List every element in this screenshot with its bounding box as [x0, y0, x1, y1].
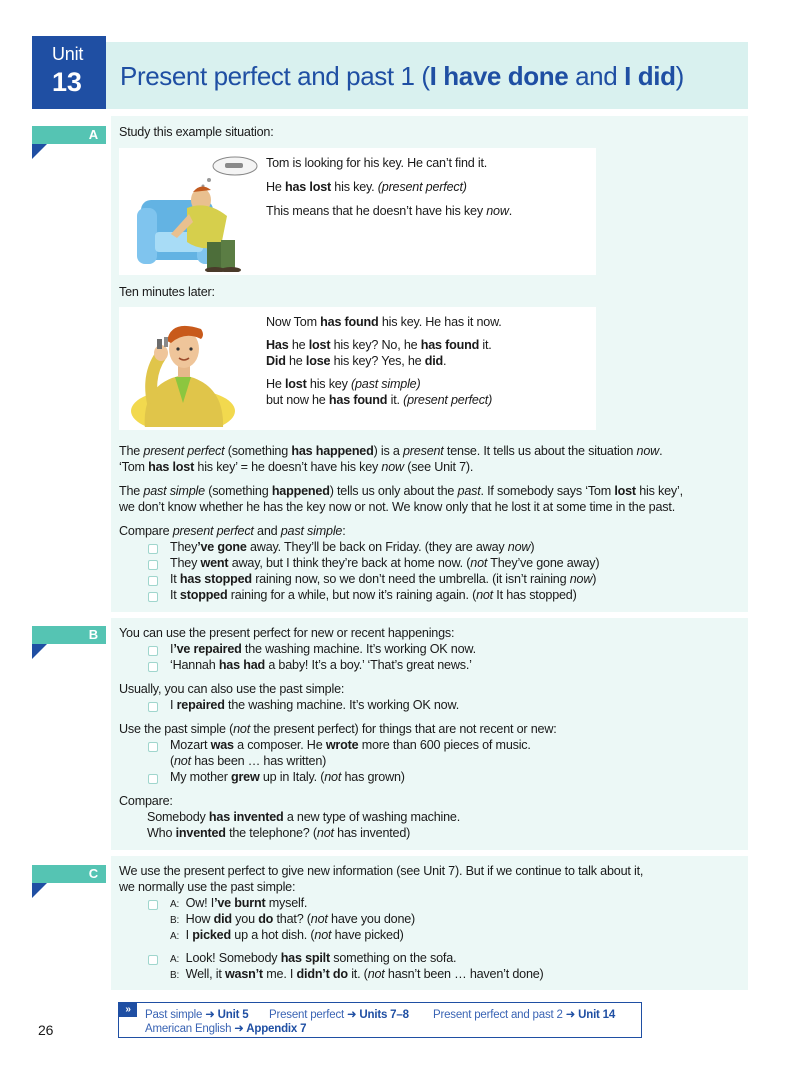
example-bullet: [148, 702, 158, 712]
situation-2-line-1: Now Tom has found his key. He has it now.: [266, 315, 502, 329]
explanation-past-simple-2: we don’t know whether he has the key now or not. We know only that he lost it at some time in the past.: [119, 500, 675, 514]
xref-present-perfect-and-past-2[interactable]: Present perfect and past 2 ➜ Unit 14: [433, 1009, 616, 1021]
dialogue-1-line-2: B: How did you do that? (not have you done): [170, 912, 416, 926]
example-b-2: ‘Hannah has had a baby! It’s a boy.’ ‘That’s great news.’: [170, 658, 472, 672]
unit-badge: [32, 36, 106, 109]
situation-1-line-1: Tom is looking for his key. He can’t find it.: [266, 156, 488, 170]
ten-minutes-later: Ten minutes later:: [119, 285, 215, 299]
section-a-intro: Study this example situation:: [119, 125, 274, 139]
dialogue-1-line-3: A: I picked up a hot dish. (not have picked): [170, 928, 404, 942]
example-bullet: [148, 662, 158, 672]
section-b-marker: [32, 644, 47, 659]
example-b-1: I’ve repaired the washing machine. It’s working OK now.: [170, 642, 476, 656]
example-bullet: [148, 900, 158, 910]
example-bullet: [148, 592, 158, 602]
page-number: 26: [38, 1022, 54, 1038]
situation-1-line-2: He has lost his key. (present perfect): [266, 180, 467, 194]
dialogue-2-line-1: A: Look! Somebody has spilt something on the sofa.: [170, 951, 457, 965]
situation-2-box: [119, 307, 596, 430]
man-searching-illustration: [131, 152, 267, 272]
example-b-4: Mozart was a composer. He wrote more than 600 pieces of music.: [170, 738, 531, 752]
compare-heading-b: Compare:: [119, 794, 173, 808]
section-c-marker: [32, 883, 47, 898]
example-b-3: I repaired the washing machine. It’s working OK now.: [170, 698, 459, 712]
section-c-intro-2: we normally use the past simple:: [119, 880, 296, 894]
situation-2-line-2: Has he lost his key? No, he has found it.: [266, 338, 492, 352]
section-a-label: A: [32, 126, 106, 144]
explanation-present-perfect-2: ‘Tom has lost his key’ = he doesn’t have his key now (see Unit 7).: [119, 460, 474, 474]
section-c-intro-1: We use the present perfect to give new information (see Unit 7). But if we continue to talk about it,: [119, 864, 644, 878]
compare-b-1: Somebody has invented a new type of washing machine.: [147, 810, 461, 824]
use-past-simple-rule: Use the past simple (not the present perfect) for things that are not recent or new:: [119, 722, 557, 736]
example-bullet: [148, 544, 158, 554]
man-with-key-illustration: [131, 311, 251, 427]
section-c-label: C: [32, 865, 106, 883]
usually-past-simple: Usually, you can also use the past simple:: [119, 682, 345, 696]
example-a-2: They went away, but I think they’re back at home now. (not They’ve gone away): [170, 556, 600, 570]
example-a-3: It has stopped raining now, so we don’t need the umbrella. (it isn’t raining now): [170, 572, 597, 586]
dialogue-1-line-1: A: Ow! I’ve burnt myself.: [170, 896, 308, 910]
explanation-present-perfect-1: The present perfect (something has happened) is a present tense. It tells us about the situation now.: [119, 444, 663, 458]
xref-past-simple[interactable]: Past simple ➜ Unit 5: [145, 1009, 249, 1021]
example-a-1: They’ve gone away. They’ll be back on Friday. (they are away now): [170, 540, 535, 554]
example-bullet: [148, 955, 158, 965]
explanation-past-simple-1: The past simple (something happened) tells us only about the past. If somebody says ‘Tom lost his key’,: [119, 484, 683, 498]
example-b-5: My mother grew up in Italy. (not has grown): [170, 770, 405, 784]
situation-2-line-3: Did he lose his key? Yes, he did.: [266, 354, 447, 368]
double-chevron-icon: »: [119, 1003, 137, 1017]
example-a-4: It stopped raining for a while, but now it’s raining again. (not It has stopped): [170, 588, 577, 602]
title-band: [106, 42, 748, 109]
situation-1-line-3: This means that he doesn’t have his key now.: [266, 204, 513, 218]
example-bullet: [148, 576, 158, 586]
example-bullet: [148, 646, 158, 656]
section-b-label: B: [32, 626, 106, 644]
situation-2-line-4: He lost his key (past simple): [266, 377, 421, 391]
situation-2-line-5: but now he has found it. (present perfect): [266, 393, 493, 407]
compare-b-2: Who invented the telephone? (not has invented): [147, 826, 411, 840]
xref-american-english[interactable]: American English ➜ Appendix 7: [145, 1023, 307, 1035]
example-bullet: [148, 560, 158, 570]
compare-heading-a: Compare present perfect and past simple:: [119, 524, 346, 538]
example-b-4-note: (not has been … has written): [170, 754, 327, 768]
dialogue-2-line-2: B: Well, it wasn’t me. I didn’t do it. (not hasn’t been … haven’t done): [170, 967, 544, 981]
example-bullet: [148, 742, 158, 752]
example-bullet: [148, 774, 158, 784]
xref-present-perfect[interactable]: Present perfect ➜ Units 7–8: [269, 1009, 409, 1021]
page-title: Present perfect and past 1 (I have done and I did): [120, 61, 684, 91]
unit-word: Unit: [52, 44, 84, 64]
section-a-marker: [32, 144, 47, 159]
section-b-intro: You can use the present perfect for new or recent happenings:: [119, 626, 455, 640]
cross-reference-box: [118, 1002, 642, 1038]
situation-1-box: [119, 148, 596, 275]
unit-number: 13: [52, 67, 82, 97]
